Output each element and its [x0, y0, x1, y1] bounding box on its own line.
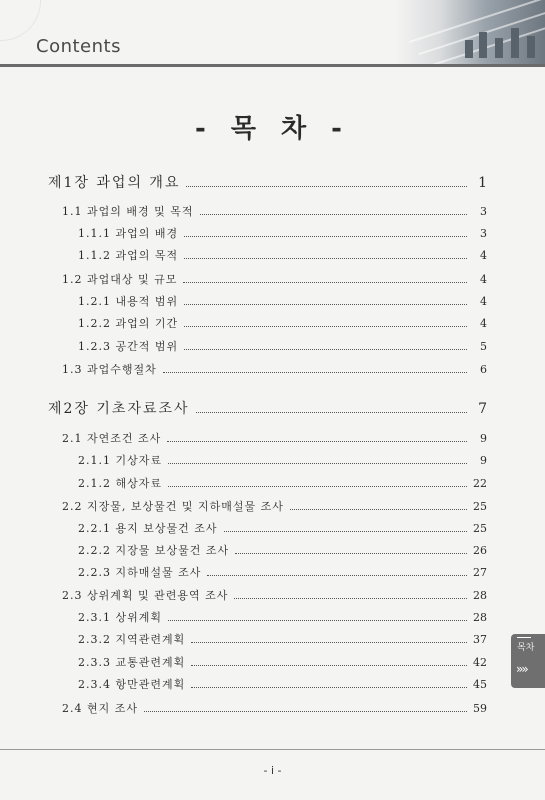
toc-entry-page: 25 [473, 522, 487, 535]
toc-entry[interactable] [78, 247, 487, 263]
toc-leader [200, 214, 468, 215]
toc-entry[interactable] [62, 203, 487, 219]
toc-entry[interactable] [78, 452, 487, 468]
section-label: Contents [36, 36, 121, 57]
toc-entry-label: 1.1.1 과업의 배경 [78, 227, 179, 240]
toc-entry-label: 1.1 과업의 배경 및 목적 [62, 205, 194, 218]
toc-entry-page: 9 [480, 432, 487, 445]
toc-leader [235, 553, 467, 554]
toc-entry-page: 27 [473, 566, 487, 579]
toc-entry-page: 28 [473, 589, 487, 602]
toc-leader [144, 711, 467, 712]
toc-entry-label: 1.2.2 과업의 기간 [78, 317, 179, 330]
toc-leader [184, 304, 467, 305]
toc-entry-label: 1.2 과업대상 및 규모 [62, 273, 178, 286]
toc-entry[interactable] [78, 293, 487, 309]
toc-leader [290, 509, 467, 510]
toc-entry-label: 1.2.3 공간적 범위 [78, 340, 179, 353]
toc-leader [207, 575, 467, 576]
toc-entry-label: 2.2.1 용지 보상물건 조사 [78, 522, 218, 535]
toc-leader [168, 463, 467, 464]
toc-entry-page: 4 [480, 249, 487, 262]
toc-entry-label: 제1장 과업의 개요 [48, 175, 181, 191]
toc-entry[interactable] [78, 564, 487, 580]
toc-entry-label: 1.3 과업수행절차 [62, 363, 157, 376]
toc-entry[interactable] [78, 338, 487, 354]
toc-entry-page: 25 [473, 500, 487, 513]
toc-leader [191, 642, 467, 643]
tab-rule [517, 637, 531, 638]
toc-leader [168, 620, 467, 621]
toc-entry-label: 2.1.1 기상자료 [78, 454, 162, 467]
toc-entry-page: 59 [473, 702, 487, 715]
toc-entry-label: 2.3.4 항만관련계획 [78, 678, 186, 691]
toc-entry[interactable] [78, 542, 487, 558]
toc-entry-page: 3 [480, 205, 487, 218]
side-tab-label: 목차 [517, 643, 535, 653]
toc-entry-page: 1 [478, 175, 487, 191]
toc-entry-label: 2.4 현지 조사 [62, 702, 138, 715]
toc-leader [191, 687, 467, 688]
toc-entry-page: 5 [480, 340, 487, 353]
toc-entry[interactable] [78, 676, 487, 692]
toc-entry[interactable] [78, 520, 487, 536]
toc-entry-page: 37 [473, 633, 487, 646]
toc-entry-page: 6 [480, 363, 487, 376]
toc-leader [168, 486, 467, 487]
toc-entry-label: 2.2 지장물, 보상물건 및 지하매설물 조사 [62, 500, 284, 513]
toc-entry[interactable] [62, 498, 487, 514]
toc-entry-page: 42 [473, 656, 487, 669]
toc-entry[interactable] [48, 398, 487, 418]
toc-entry-label: 2.1 자연조건 조사 [62, 432, 162, 445]
footer-divider [0, 749, 545, 750]
toc-entry-page: 3 [480, 227, 487, 240]
toc-entry-label: 1.2.1 내용적 범위 [78, 295, 179, 308]
toc-entry[interactable] [62, 361, 487, 377]
toc-leader [184, 349, 467, 350]
toc-leader [184, 258, 467, 259]
toc-entry-page: 4 [480, 317, 487, 330]
toc-entry-page: 28 [473, 611, 487, 624]
toc-leader [184, 326, 467, 327]
toc-entry[interactable] [78, 654, 487, 670]
toc-entry-label: 2.3 상위계획 및 관련용역 조사 [62, 589, 229, 602]
toc-leader [234, 598, 467, 599]
toc-entry[interactable] [78, 225, 487, 241]
toc-entry-page: 9 [480, 454, 487, 467]
toc-entry[interactable] [78, 315, 487, 331]
toc-entry[interactable] [62, 700, 487, 716]
toc-entry-label: 2.3.1 상위계획 [78, 611, 162, 624]
toc-entry-page: 4 [480, 295, 487, 308]
toc-entry[interactable] [62, 587, 487, 603]
toc-leader [183, 282, 467, 283]
toc-leader [167, 441, 467, 442]
toc-entry-label: 2.3.3 교통관련계획 [78, 656, 186, 669]
page-number: - i - [263, 764, 282, 777]
side-tab-toc[interactable] [511, 634, 545, 688]
toc-entry-label: 2.3.2 지역관련계획 [78, 633, 186, 646]
toc-leader [191, 665, 467, 666]
toc-entry[interactable] [48, 172, 487, 192]
toc-entry[interactable] [78, 475, 487, 491]
toc-leader [224, 531, 468, 532]
toc-entry-label: 2.1.2 해상자료 [78, 477, 162, 490]
toc-entry[interactable] [62, 271, 487, 287]
toc-entry-page: 22 [473, 477, 487, 490]
toc-entry[interactable] [78, 609, 487, 625]
toc-leader [184, 236, 467, 237]
toc-leader [163, 372, 467, 373]
page-title: - 목 차 - [195, 114, 350, 144]
toc-entry-label: 2.2.3 지하매설물 조사 [78, 566, 202, 579]
toc-entry-page: 26 [473, 544, 487, 557]
toc-entry-label: 2.2.2 지장물 보상물건 조사 [78, 544, 230, 557]
chevron-right-icon: »» [516, 662, 527, 676]
toc-leader [196, 412, 467, 413]
toc-entry-page: 7 [478, 401, 487, 417]
toc-entry[interactable] [62, 430, 487, 446]
toc-entry[interactable] [78, 631, 487, 647]
toc-entry-page: 4 [480, 273, 487, 286]
toc-entry-page: 45 [473, 678, 487, 691]
toc-entry-label: 1.1.2 과업의 목적 [78, 249, 179, 262]
toc-entry-label: 제2장 기초자료조사 [48, 401, 190, 417]
toc-leader [186, 186, 467, 187]
